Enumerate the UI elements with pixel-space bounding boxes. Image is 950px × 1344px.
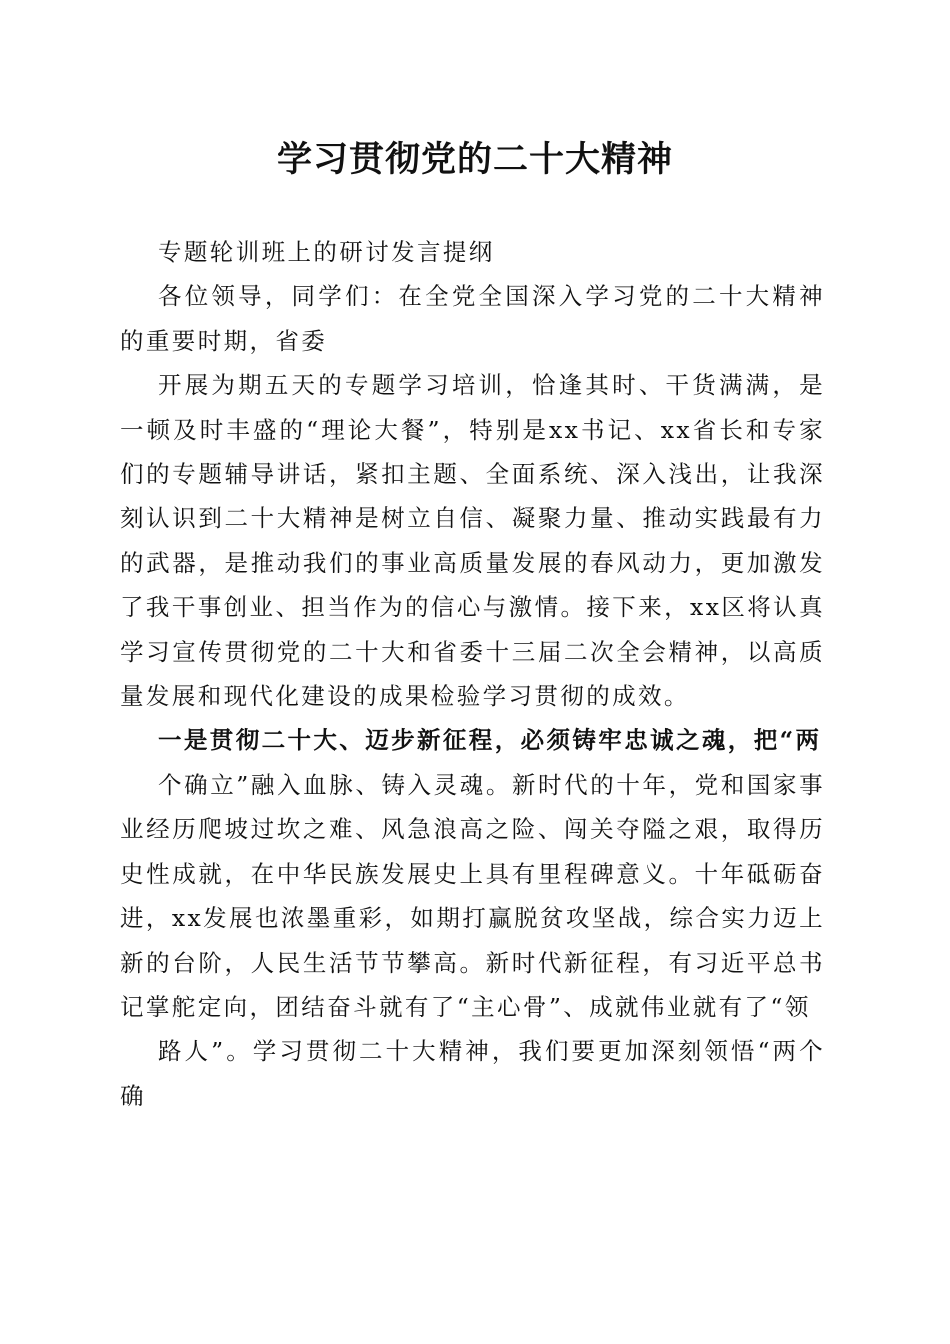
document-body	[120, 230, 825, 1118]
document-title: 学习贯彻党的二十大精神	[276, 139, 673, 180]
point-one-heading	[120, 718, 825, 762]
greeting-paragraph: 各位领导，同学们：在全党全国深入学习党的二十大精神的重要时期，省委	[120, 282, 825, 355]
point-one-continuation: 路人”。学习贯彻二十大精神，我们要更加深刻领悟“两个确	[120, 1037, 825, 1110]
point-one-paragraph: 个确立”融入血脉、铸入灵魂。新时代的十年，党和国家事业经历爬坡过坎之难、风急浪高之险、闯关夺隘之艰，取得历史性成就，在中华民族发展史上具有里程碑意义。十年砥砺奋进，xx发展也浓墨重彩，如期打赢脱贫攻坚战，综合实力迈上新的台阶，人民生活节节攀高。新时代新征程，有习近平总书记掌舵定向，团结奋斗就有了“主心骨”、成就伟业就有了“领	[120, 770, 825, 1021]
point-one-lead: 一是贯彻二十大、迈步新征程，必须铸牢忠诚之魂，把“两	[158, 726, 822, 755]
intro-paragraph: 开展为期五天的专题学习培训，恰逢其时、干货满满，是一顿及时丰盛的“理论大餐”，特别是xx书记、xx省长和专家们的专题辅导讲话，紧扣主题、全面系统、深入浅出，让我深刻认识到二十大精神是树立自信、凝聚力量、推动实践最有力的武器，是推动我们的事业高质量发展的春风动力，更加激发了我干事创业、担当作为的信心与激情。接下来，xx区将认真学习宣传贯彻党的二十大和省委十三届二次全会精神，以高质量发展和现代化建设的成果检验学习贯彻的成效。	[120, 371, 825, 711]
subtitle-paragraph: 专题轮训班上的研讨发言提纲	[158, 238, 495, 266]
